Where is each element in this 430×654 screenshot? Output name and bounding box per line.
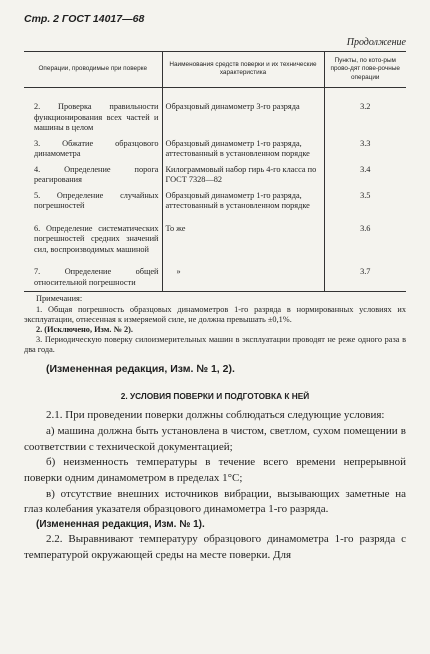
column-header-means: Наименования средств поверки и их технические характеристика [162,52,324,88]
column-header-operations: Операции, проводимые при поверке [24,52,162,88]
section-title: 2. УСЛОВИЯ ПОВЕРКИ И ПОДГОТОВКА К НЕЙ [120,391,310,402]
paragraph-2-1: 2.1. При проведении поверки должны соблюдаться следующие условия: [46,409,385,422]
table-row [24,160,406,186]
operations-table [24,51,406,292]
table-row [24,255,406,292]
clause-cell: 3.3 [324,134,406,160]
amendment-note-2: (Измененная редакция, Изм. № 1). [36,519,205,531]
table-row [24,87,406,133]
operation-cell: 7. Определение общей относительной погрешности [24,255,162,292]
operation-cell: 3. Обжатие образцового динамометра [34,138,159,159]
clause-cell: 3.2 [324,87,406,133]
means-cell: То же [162,212,324,256]
means-cell: Килограммовый набор гирь 4-го класса по ГОСТ 7328—82 [162,160,324,186]
page-header: Стр. 2 ГОСТ 14017—68 [24,13,145,25]
note-1: 1. Общая погрешность образцовых динамометров 1-го разряда в нормированных условиях их эксплуатации, отнесенная к измеряемой силе, не должна превышать ±0,1%. [24,304,406,324]
paragraph-a: а) машина должна быть установлена в чистом, светлом, сухом помещении в соответствии с технической документацией; [24,424,406,453]
means-cell: » [162,255,324,292]
clause-cell: 3.4 [324,160,406,186]
note-3: 3. Периодическую поверку силоизмерительных машин в эксплуатации проводят не реже одного раза в два года. [24,334,406,354]
table-notes [24,294,406,355]
paragraph-v: в) отсутствие внешних источников вибрации, вызывающих заметные на глаз колебания указателя образцового динамометра 1-го разряда. [24,487,406,516]
operation-cell: 4. Определение порога реагирования [34,164,159,185]
table-row [24,186,406,212]
operation-cell: 5. Определение случайных погрешностей [34,190,159,211]
notes-title: Примечания: [36,294,83,304]
amendment-note: (Измененная редакция, Изм. № 1, 2). [46,363,235,376]
clause-cell: 3.7 [324,255,406,292]
operation-cell: 6. Определение систематических погрешностей средних значений сил, воспроизводимых машиной [34,223,159,254]
column-header-clauses: Пункты, по кото-рым прово-дят пове-рочные операции [324,52,406,88]
note-2: 2. (Исключено, Изм. № 2). [36,324,133,334]
clause-cell: 3.5 [324,186,406,212]
continued-label: Продолжение [346,37,406,48]
means-cell: Образцовый динамометр 1-го разряда, аттестованный в установленном порядке [162,186,324,212]
table-row [24,134,406,160]
paragraph-b: б) неизменность температуры в течение всего времени непрерывной поверки одним динамометром в пределах 1°C; [24,456,406,484]
clause-cell: 3.6 [324,212,406,256]
operation-cell: 2. Проверка правильности функционирования всех частей и машины в целом [34,101,159,133]
table-header-row [24,52,406,88]
means-cell: Образцовый динамометр 3-го разряда [162,87,324,133]
paragraph-2-2: 2.2. Выравнивают температуру образцового динамометра 1-го разряда с температурой окружающей среды на месте поверки. Для [24,533,406,562]
section-body [24,408,406,564]
means-cell: Образцовый динамометр 1-го разряда, аттестованный в установленном порядке [162,134,324,160]
table-row [24,212,406,256]
